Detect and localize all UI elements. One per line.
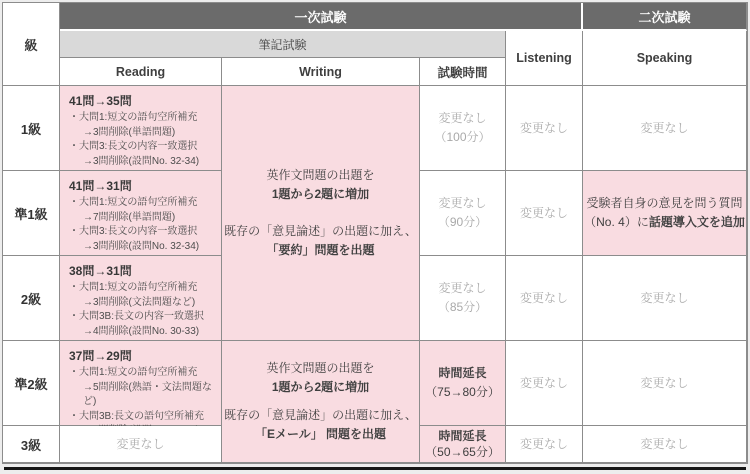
exam-time-cell-pre2kyu	[420, 341, 506, 426]
exam-time-column-header: 試験時間	[420, 58, 506, 86]
time-extension-label: 時間延長	[438, 429, 487, 443]
reading-bullet: ・大問3:長文の内容一致選択	[69, 226, 198, 237]
no-change-text: 変更なし	[116, 436, 165, 451]
reading-bullet-sub: →7問削除(単語問題)	[83, 211, 176, 223]
reading-bullet-sub: →3問削除(文法問題など)	[83, 296, 196, 308]
exam-time-cell-2kyu	[420, 256, 506, 341]
time-extension-label: 時間延長	[438, 366, 487, 380]
time-line: （90分）	[437, 215, 488, 229]
time-extension-detail: （75→80分）	[425, 385, 500, 399]
listening-column-header: Listening	[506, 31, 583, 86]
bottom-divider	[4, 467, 746, 470]
writing-line: 英作文問題の出題を	[266, 361, 375, 375]
listening-cell-3kyu	[506, 426, 583, 463]
reading-bullet: ・大問1:短文の語句空所補充	[69, 112, 198, 123]
speaking-cell-1kyu	[583, 86, 747, 171]
writing-line: 既存の「意見論述」の出題に加え、	[224, 224, 417, 238]
exam-time-cell-3kyu	[420, 426, 506, 463]
no-change-text: 変更なし	[640, 120, 689, 135]
no-change-text: 変更なし	[640, 290, 689, 305]
reading-bullet-sub: →4問削除(設問No. 30-33)	[83, 325, 200, 337]
grade-label-pre1kyu: 準1級	[3, 171, 60, 256]
reading-bullet: ・大問1:短文の語句空所補充	[69, 367, 198, 378]
reading-cell-pre2kyu	[60, 341, 222, 426]
speaking-line	[584, 213, 745, 232]
reading-headline: 37問→29問	[69, 349, 132, 363]
reading-bullet: ・大問1:短文の語句空所補充	[69, 282, 198, 293]
reading-bullet-sub: →5問削除(熟語・文法問題など)	[83, 381, 212, 407]
grade-column-header: 級	[3, 3, 60, 86]
listening-cell-1kyu	[506, 86, 583, 171]
reading-bullet: ・大問3B:長文の内容一致選択	[69, 311, 205, 322]
speaking-column-header: Speaking	[583, 31, 747, 86]
reading-cell-1kyu	[60, 86, 222, 171]
writing-column-header: Writing	[222, 58, 420, 86]
speaking-cell-2kyu	[583, 256, 747, 341]
listening-cell-pre1kyu	[506, 171, 583, 256]
reading-cell-2kyu	[60, 256, 222, 341]
reading-headline: 41問→31問	[69, 179, 132, 193]
reading-bullet: ・大問1:短文の語句空所補充	[69, 197, 198, 208]
time-line: 変更なし	[438, 111, 487, 125]
first-stage-header: 一次試験	[60, 3, 583, 31]
reading-headline: 38問→31問	[69, 264, 132, 278]
reading-column-header: Reading	[60, 58, 222, 86]
grade-label-1kyu: 1級	[3, 86, 60, 171]
listening-cell-pre2kyu	[506, 341, 583, 426]
no-change-text: 変更なし	[519, 436, 568, 451]
reading-bullet: ・大問3B:長文の語句空所補充	[69, 410, 205, 422]
no-change-text: 変更なし	[519, 205, 568, 220]
grade-label-pre2kyu: 準2級	[3, 341, 60, 426]
speaking-cell-pre2kyu	[583, 341, 747, 426]
speaking-cell-pre1kyu	[583, 171, 747, 256]
time-line: 変更なし	[438, 281, 487, 295]
writing-cell-upper-grades	[222, 86, 420, 341]
no-change-text: 変更なし	[519, 375, 568, 390]
writing-line-bold: 「要約」問題を出題	[266, 243, 375, 257]
writing-line-bold: 「Eメール」 問題を出題	[254, 427, 387, 441]
reading-bullet: ・大問3:長文の内容一致選択	[69, 141, 198, 152]
reading-cell-pre1kyu	[60, 171, 222, 256]
no-change-text: 変更なし	[640, 375, 689, 390]
written-exam-header: 筆記試験	[60, 31, 506, 58]
reading-bullet-sub: →3問削除(単語問題)	[83, 126, 176, 138]
speaking-line-normal: （No. 4）に	[584, 215, 649, 229]
writing-cell-lower-grades	[222, 341, 420, 463]
time-extension-detail: （50→65分）	[425, 445, 500, 459]
exam-time-cell-pre1kyu	[420, 171, 506, 256]
reading-bullet-sub: →3問削除(設問No. 32-34)	[83, 240, 200, 252]
no-change-text: 変更なし	[519, 290, 568, 305]
reading-cell-3kyu	[60, 426, 222, 463]
writing-line: 既存の「意見論述」の出題に加え、	[224, 408, 417, 422]
grade-label-2kyu: 2級	[3, 256, 60, 341]
writing-line-bold: 1題から2題に増加	[271, 187, 370, 201]
speaking-cell-3kyu	[583, 426, 747, 463]
time-line: （85分）	[437, 300, 488, 314]
exam-time-cell-1kyu	[420, 86, 506, 171]
second-stage-header: 二次試験	[583, 3, 747, 31]
speaking-line: 受験者自身の意見を問う質問	[586, 196, 743, 210]
reading-bullet-sub: →3問削除(設問No. 32-34)	[83, 155, 200, 167]
time-line: （100分）	[434, 130, 491, 144]
eiken-renewal-table	[2, 2, 748, 464]
no-change-text: 変更なし	[519, 120, 568, 135]
reading-headline: 41問→35問	[69, 94, 132, 108]
no-change-text: 変更なし	[640, 436, 689, 451]
writing-line-bold: 1題から2題に増加	[271, 380, 370, 394]
writing-line: 英作文問題の出題を	[266, 168, 375, 182]
grade-label-3kyu: 3級	[3, 426, 60, 463]
time-line: 変更なし	[438, 196, 487, 210]
speaking-line-bold: 話題導入文を追加	[648, 215, 745, 229]
listening-cell-2kyu	[506, 256, 583, 341]
